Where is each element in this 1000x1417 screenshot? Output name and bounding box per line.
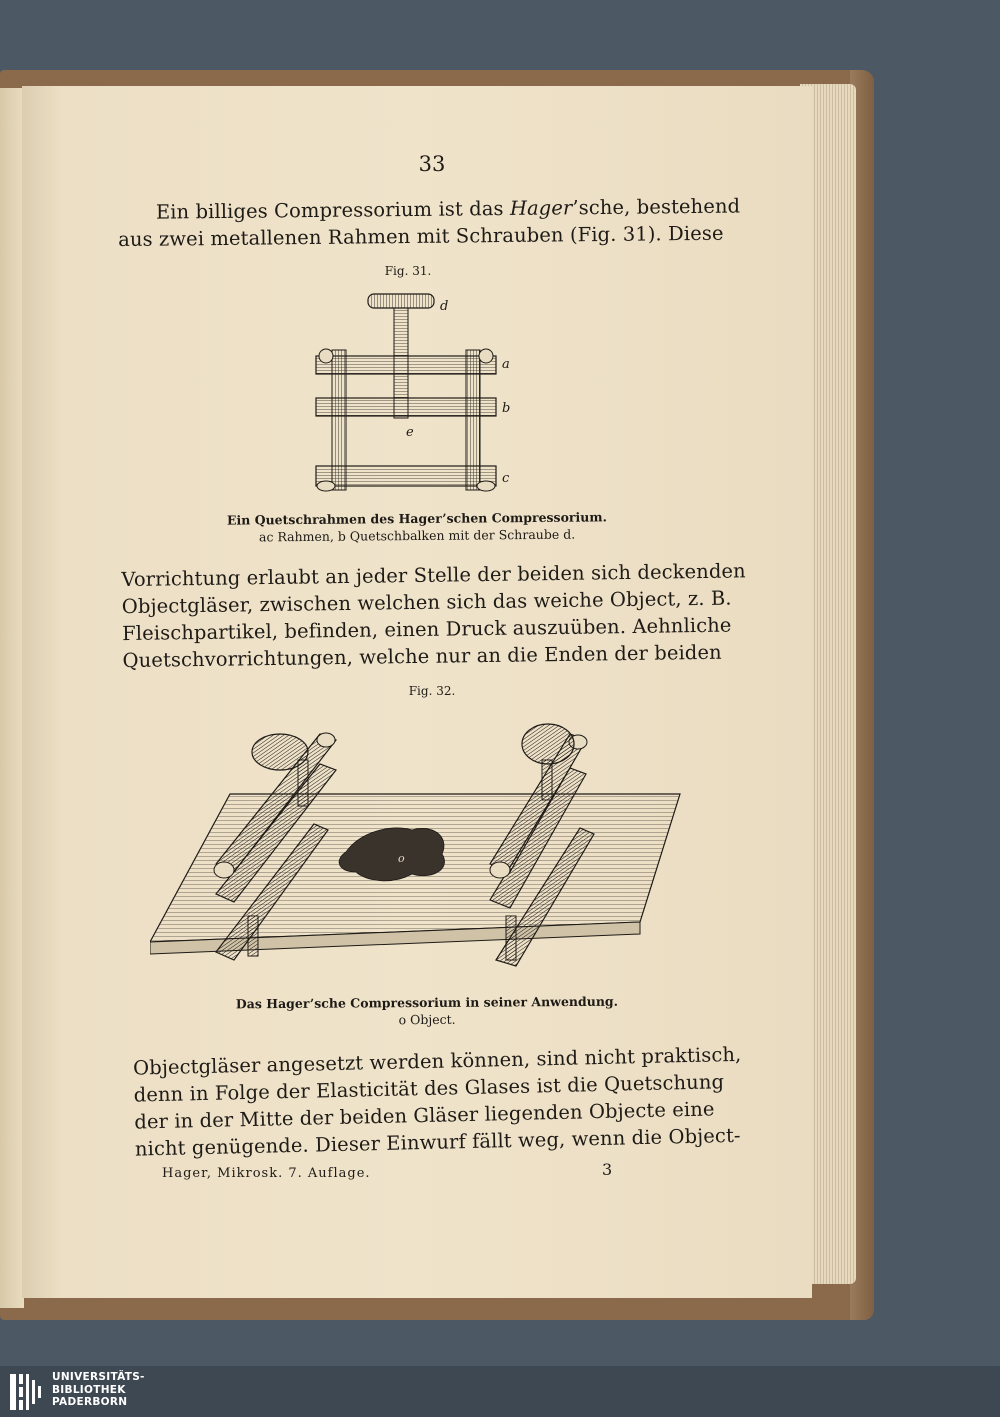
- text-line: Fleischpartikel, befinden, einen Druck auszuüben. Aehnliche: [122, 613, 732, 646]
- figure-32-label: Fig. 32.: [408, 684, 456, 698]
- author-name: Hager: [509, 196, 573, 220]
- library-logo-line: PADERBORN: [52, 1396, 128, 1408]
- text-fragment: ’sche, bestehend: [572, 194, 741, 220]
- figure-32-illustration: [150, 704, 690, 986]
- text-fragment: Ein billiges Compressorium ist das: [155, 196, 511, 224]
- library-logo-text: [52, 1371, 145, 1409]
- screw-knob: [368, 294, 434, 308]
- figure-31-illustration: [302, 286, 532, 508]
- part-label-d: d: [440, 299, 449, 314]
- footer-book-title: Hager, Mikrosk. 7. Auflage.: [162, 1166, 371, 1181]
- text-line: nicht genügende. Dieser Einwurf fällt weg, wenn die Object-: [134, 1123, 741, 1161]
- figure-32-caption-title: Das Hager’sche Compressorium in seiner Anwendung.: [235, 993, 619, 1012]
- text-line: Quetschvorrichtungen, welche nur an die Enden der beiden: [122, 640, 722, 673]
- figure-31-caption-title: Ein Quetschrahmen des Hager’schen Compressorium.: [226, 509, 607, 528]
- text-line: der in der Mitte der beiden Gläser liegenden Objecte eine: [134, 1097, 715, 1134]
- book-page: [22, 86, 812, 1298]
- library-logo-icon: [8, 1372, 44, 1412]
- footer-signature-mark: 3: [602, 1160, 613, 1179]
- figure-31-caption: [192, 508, 642, 546]
- figure-32-caption: [222, 993, 632, 1030]
- object-label-o: o: [398, 852, 405, 865]
- library-logo-bar: [0, 1366, 1000, 1417]
- text-line: aus zwei metallenen Rahmen mit Schrauben (Fig. 31). Diese: [118, 221, 724, 252]
- paragraph-device: [121, 558, 746, 674]
- figure-31-label: Fig. 31.: [384, 264, 432, 278]
- paragraph-critique: [132, 1041, 742, 1162]
- part-label-b: b: [502, 401, 511, 416]
- paragraph-intro: [118, 193, 741, 253]
- figure-32-caption-legend: o Object.: [398, 1011, 456, 1028]
- part-label-e: e: [406, 425, 414, 440]
- text-line: denn in Folge der Elasticität des Glases ist die Quetschung: [133, 1070, 725, 1107]
- text-line: Objectgläser, zwischen welchen sich das weiche Object, z. B.: [121, 586, 732, 619]
- figure-31-caption-legend: ac Rahmen, b Quetschbalken mit der Schraube d.: [258, 526, 576, 545]
- library-logo-line: UNIVERSITÄTS-: [52, 1371, 145, 1383]
- squeeze-bar-b: [316, 398, 496, 416]
- part-label-c: c: [502, 471, 510, 486]
- text-line: Objectgläser angesetzt werden können, sind nicht praktisch,: [132, 1042, 742, 1080]
- library-logo-line: BIBLIOTHEK: [52, 1383, 126, 1396]
- frame-bar-c: [316, 466, 496, 486]
- left-page-edge: [0, 88, 24, 1308]
- part-label-a: a: [502, 357, 510, 372]
- page-number: 33: [418, 152, 446, 176]
- text-line: Vorrichtung erlaubt an jeder Stelle der beiden sich deckenden: [121, 559, 746, 592]
- clamp-right-knob: [522, 724, 574, 764]
- frame-bar-a: [316, 356, 496, 374]
